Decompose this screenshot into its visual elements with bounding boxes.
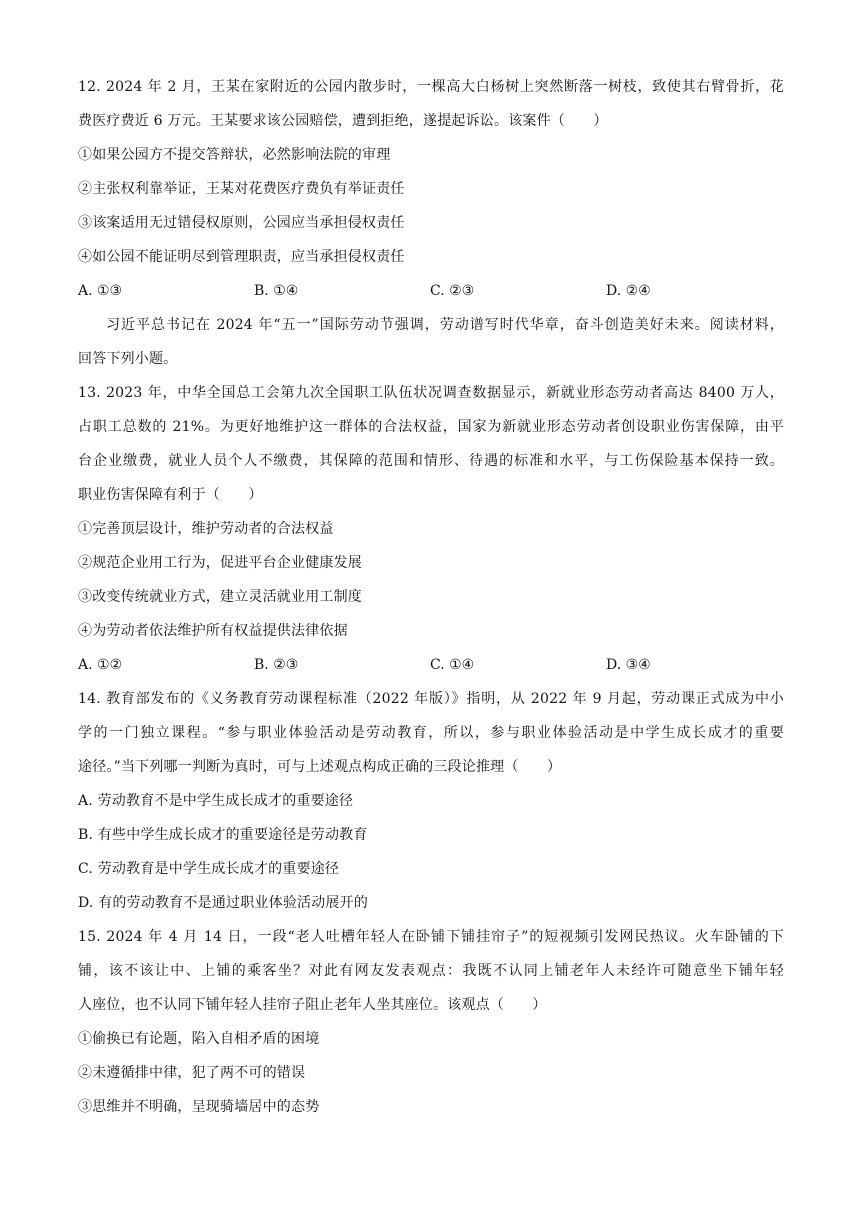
question-13-option-a[interactable]: A. ①② <box>78 657 123 673</box>
question-15-stem-line-3: 人座位，也不认同下铺年轻人挂帘子阻止老年人坐其座位。该观点（ ） <box>78 997 547 1013</box>
question-15-stem-line-2: 铺，该不该让中、上铺的乘客坐？对此有网友发表观点：我既不认同上铺老年人未经许可随意坐下铺年轻 <box>78 963 784 979</box>
question-14-stem-line-1: 14. 教育部发布的《义务教育劳动课程标准（2022 年版）》指明，从 2022 年 9 月起，劳动课正式成为中小 <box>78 691 784 707</box>
question-14 <box>78 682 784 920</box>
question-12-option-d[interactable]: D. ②④ <box>606 283 651 299</box>
question-13-stem-line-2: 占职工总数的 21%。为更好地维护这一群体的合法权益，国家为新就业形态劳动者创设职业伤害保障，由平 <box>78 419 784 435</box>
question-13-options <box>78 648 784 682</box>
question-15-statement-3: ③思维并不明确，呈现骑墙居中的态势 <box>78 1099 320 1115</box>
question-12-statement-2: ②主张权利靠举证，王某对花费医疗费负有举证责任 <box>78 181 405 197</box>
question-13-stem-line-4: 职业伤害保障有利于（ ） <box>78 487 263 503</box>
question-13-option-d[interactable]: D. ③④ <box>606 657 651 673</box>
question-13-option-b[interactable]: B. ②③ <box>254 657 299 673</box>
question-14-stem-line-2: 学的一门独立课程。“参与职业体验活动是劳动教育，所以，参与职业体验活动是中学生成长成才的重要 <box>78 725 784 741</box>
exam-page <box>78 70 784 1124</box>
question-12-statement-3: ③该案适用无过错侵权原则，公园应当承担侵权责任 <box>78 215 405 231</box>
question-14-choice-d[interactable]: D. 有的劳动教育不是通过职业体验活动展开的 <box>78 895 369 911</box>
question-14-stem-line-3: 途径。”当下列哪一判断为真时，可与上述观点构成正确的三段论推理（ ） <box>78 759 562 775</box>
question-13-stem-line-3: 台企业缴费，就业人员个人不缴费，其保障的范围和情形、待遇的标准和水平，与工伤保险基本保持一致。 <box>78 453 784 469</box>
question-12-option-b[interactable]: B. ①④ <box>254 283 299 299</box>
question-14-choice-b[interactable]: B. 有些中学生成长成才的重要途径是劳动教育 <box>78 827 368 843</box>
question-12-stem-line-2: 费医疗费近 6 万元。王某要求该公园赔偿，遭到拒绝，遂提起诉讼。该案件（ ） <box>78 113 608 129</box>
question-12-statement-1: ①如果公园方不提交答辩状，必然影响法院的审理 <box>78 147 391 163</box>
question-13-statement-2: ②规范企业用工行为，促进平台企业健康发展 <box>78 555 362 571</box>
question-13-stem-line-1: 13. 2023 年，中华全国总工会第九次全国职工队伍状况调查数据显示，新就业形态劳动者高达 8400 万人， <box>78 385 784 401</box>
question-15-statement-2: ②未遵循排中律，犯了两不可的错误 <box>78 1065 306 1081</box>
question-13-statement-3: ③改变传统就业方式，建立灵活就业用工制度 <box>78 589 362 605</box>
question-12-options <box>78 274 784 308</box>
question-12-option-c[interactable]: C. ②③ <box>430 283 475 299</box>
question-12 <box>78 70 784 308</box>
question-12-statement-4: ④如公园不能证明尽到管理职责，应当承担侵权责任 <box>78 249 405 265</box>
question-12-option-a[interactable]: A. ①③ <box>78 283 123 299</box>
question-15-stem-line-1: 15. 2024 年 4 月 14 日，一段“老人吐槽年轻人在卧铺下铺挂帘子”的短视频引发网民热议。火车卧铺的下 <box>78 929 784 945</box>
question-14-choice-c[interactable]: C. 劳动教育是中学生成长成才的重要途径 <box>78 861 340 877</box>
material-intro-line-2: 回答下列小题。 <box>78 351 178 367</box>
question-14-choice-a[interactable]: A. 劳动教育不是中学生成长成才的重要途径 <box>78 793 354 809</box>
material-intro <box>78 308 784 376</box>
material-intro-line-1: 习近平总书记在 2024 年“五一”国际劳动节强调，劳动谱写时代华章，奋斗创造美好未来。阅读材料， <box>106 317 784 333</box>
question-13-statement-1: ①完善顶层设计，维护劳动者的合法权益 <box>78 521 334 537</box>
question-13-option-c[interactable]: C. ①④ <box>430 657 475 673</box>
question-12-stem-line-1: 12. 2024 年 2 月，王某在家附近的公园内散步时，一棵高大白杨树上突然断落一树枝，致使其右臂骨折，花 <box>78 79 784 95</box>
question-15-statement-1: ①偷换已有论题，陷入自相矛盾的困境 <box>78 1031 320 1047</box>
question-13-statement-4: ④为劳动者依法维护所有权益提供法律依据 <box>78 623 348 639</box>
question-13 <box>78 376 784 682</box>
question-15 <box>78 920 784 1124</box>
